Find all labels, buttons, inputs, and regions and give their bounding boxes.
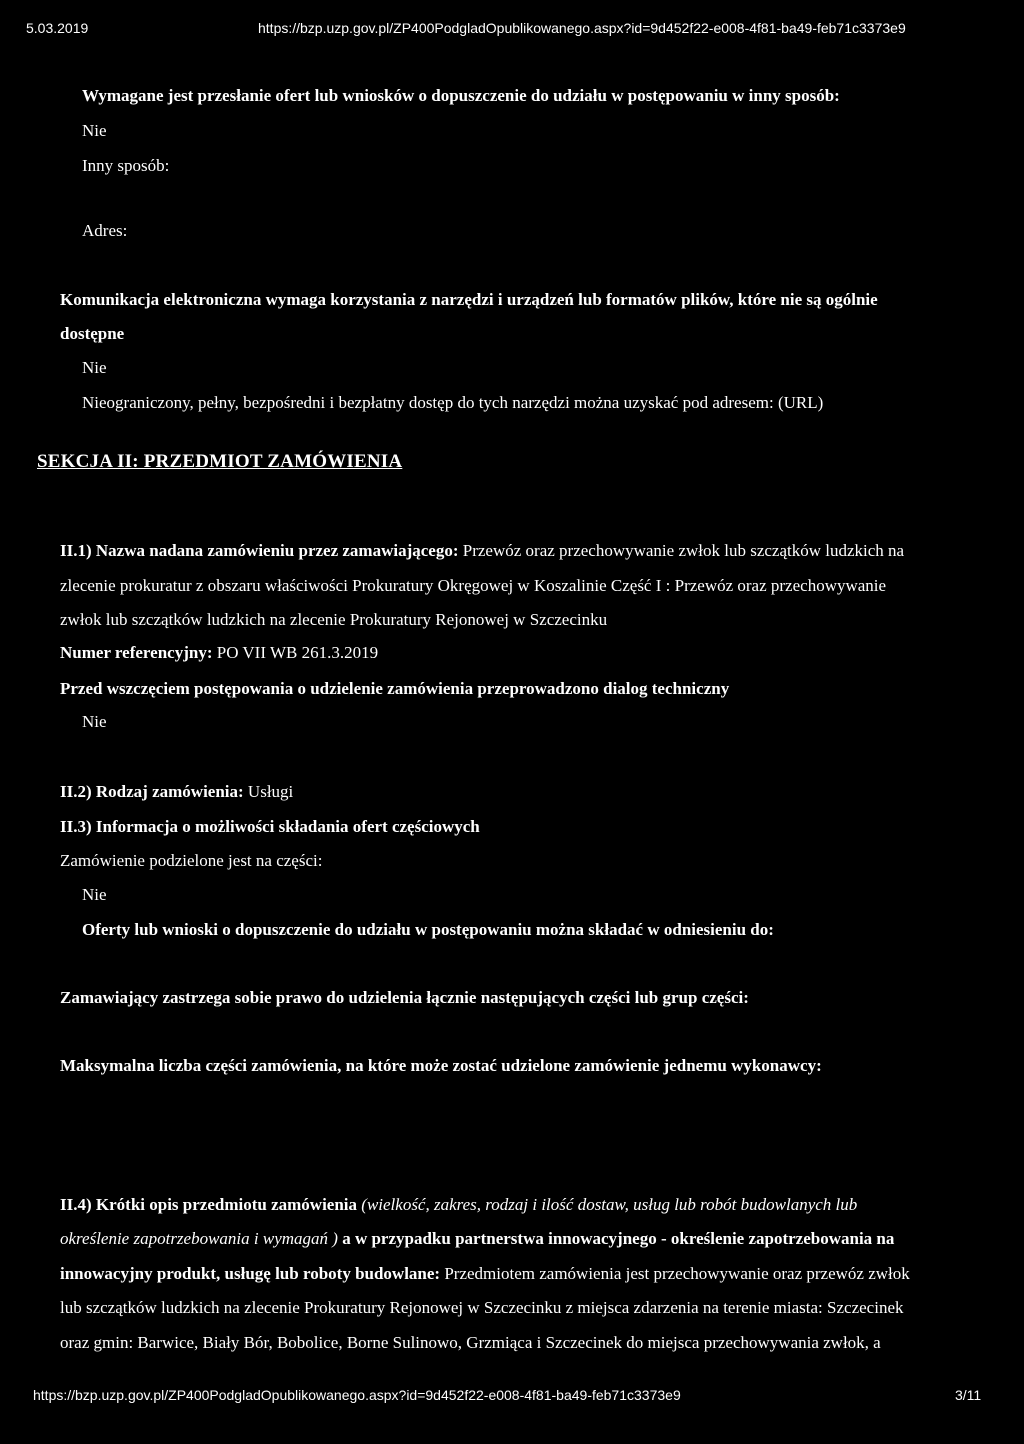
print-date: 5.03.2019 — [26, 20, 89, 36]
tools-access: Nieograniczony, pełny, bezpośredni i bezpłatny dostęp do tych narzędzi można uzyskać pod adresem: (URL) — [82, 393, 824, 412]
ii2-value: Usługi — [247, 782, 294, 801]
ii1-value-line2: zlecenie prokuratur z obszaru właściwości Prokuratury Okręgowej w Koszalinie Część I : Przewóz oraz przechowywanie — [60, 576, 887, 595]
reserve-label: Zamawiający zastrzega sobie prawo do udzielenia łącznie następujących części lub grup części: — [60, 988, 749, 1007]
tools-value: Nie — [82, 358, 107, 377]
header-url: https://bzp.uzp.gov.pl/ZP400PodgladOpublikowanego.aspx?id=9d452f22-e008-4f81-ba49-feb71c3373e9 — [258, 20, 906, 36]
ii1-row — [60, 541, 904, 561]
ii4-line3 — [60, 1264, 910, 1284]
page-number: 3/11 — [955, 1387, 982, 1403]
ii3-label: II.3) Informacja o możliwości składania ofert częściowych — [60, 817, 480, 836]
ii4-line1 — [60, 1195, 857, 1215]
other-means-value: Nie — [82, 121, 107, 140]
footer-url: https://bzp.uzp.gov.pl/ZP400PodgladOpublikowanego.aspx?id=9d452f22-e008-4f81-ba49-feb71c3373e9 — [33, 1387, 681, 1403]
parts-label: Zamówienie podzielone jest na części: — [60, 851, 323, 870]
ii4-bold-line3: innowacyjny produkt, usługę lub roboty budowlane: — [60, 1264, 441, 1283]
reference-row — [60, 643, 378, 663]
tools-label-line1: Komunikacja elektroniczna wymaga korzystania z narzędzi i urządzeń lub formatów plików, które nie są ogólnie — [60, 290, 878, 309]
reference-label: Numer referencyjny: — [60, 643, 213, 662]
ii4-bold-line2: a w przypadku partnerstwa innowacyjnego - określenie zapotrzebowania na — [342, 1229, 895, 1248]
dialog-label: Przed wszczęciem postępowania o udzielenie zamówienia przeprowadzono dialog techniczny — [60, 679, 730, 698]
ii1-label: II.1) Nazwa nadana zamówieniu przez zamawiającego: — [60, 541, 459, 560]
parts-value: Nie — [82, 885, 107, 904]
ii4-label: II.4) Krótki opis przedmiotu zamówienia — [60, 1195, 358, 1214]
other-way-label: Inny sposób: — [82, 156, 170, 175]
tools-label-line2: dostępne — [60, 324, 125, 343]
ii1-value-line1: Przewóz oraz przechowywanie zwłok lub szczątków ludzkich na — [462, 541, 905, 560]
address-label: Adres: — [82, 221, 128, 240]
dialog-value: Nie — [82, 712, 107, 731]
ii4-italic-line2: określenie zapotrzebowania i wymagań ) — [60, 1229, 338, 1248]
ii4-italic-line1: (wielkość, zakres, rodzaj i ilość dostaw, usług lub robót budowlanych lub — [361, 1195, 858, 1214]
section-title: SEKCJA II: PRZEDMIOT ZAMÓWIENIA — [37, 451, 403, 472]
ii4-text-line3: Przedmiotem zamówienia jest przechowywanie oraz przewóz zwłok — [444, 1264, 910, 1283]
ii1-value-line3: zwłok lub szczątków ludzkich na zlecenie Prokuratury Rejonowej w Szczecinku — [60, 610, 608, 629]
ii2-row — [60, 782, 293, 802]
ii4-line2 — [60, 1229, 894, 1249]
ii4-text-line4: lub szczątków ludzkich na zlecenie Prokuratury Rejonowej w Szczecinku z miejsca zdarzenia na terenie miasta: Szczecinek — [60, 1298, 904, 1317]
other-means-label: Wymagane jest przesłanie ofert lub wniosków o dopuszczenie do udziału w postępowaniu w inny sposób: — [82, 86, 840, 105]
offers-label: Oferty lub wnioski o dopuszczenie do udziału w postępowaniu można składać w odniesieniu do: — [82, 920, 774, 939]
ii4-text-line5: oraz gmin: Barwice, Biały Bór, Bobolice, Borne Sulinowo, Grzmiąca i Szczecinek do miejsca przechowywania zwłok, a — [60, 1333, 881, 1352]
ii2-label: II.2) Rodzaj zamówienia: — [60, 782, 244, 801]
max-parts-label: Maksymalna liczba części zamówienia, na które może zostać udzielone zamówienie jednemu wykonawcy: — [60, 1056, 822, 1075]
reference-value: PO VII WB 261.3.2019 — [216, 643, 379, 662]
